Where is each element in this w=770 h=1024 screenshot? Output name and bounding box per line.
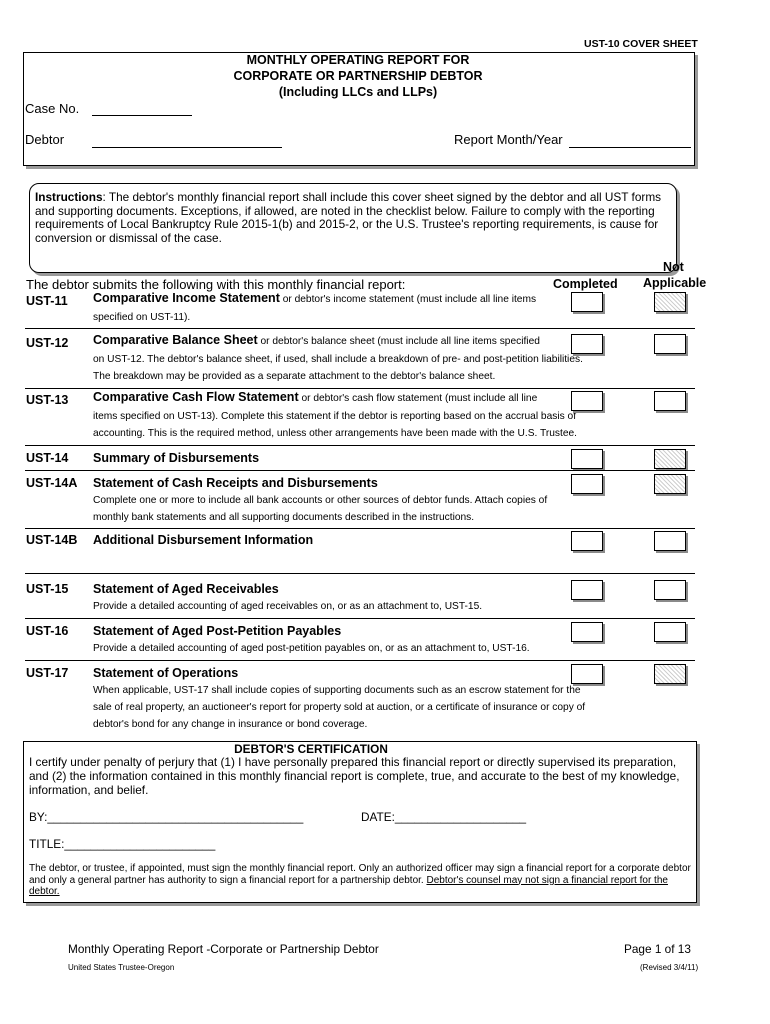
completed-checkbox-ust-11[interactable] [571, 292, 603, 312]
case-no-field[interactable] [92, 115, 192, 116]
not-applicable-checkbox-ust-14b[interactable] [654, 531, 686, 551]
item-description: Provide a detailed accounting of aged receivables on, or as an attachment to, UST-15. [93, 601, 483, 612]
footer-revised-date: (Revised 3/4/11) [640, 963, 699, 972]
signature-by-field[interactable]: BY:_______________________________________ [29, 810, 304, 824]
divider [25, 528, 695, 529]
item-title: Summary of Disbursements [93, 451, 260, 465]
report-title-line1: MONTHLY OPERATING REPORT FOR [246, 53, 470, 67]
not-applicable-header-line2: Applicable [643, 276, 707, 290]
item-title: Statement of Cash Receipts and Disbursements [93, 476, 378, 490]
item-code: UST-11 [26, 294, 68, 308]
not-applicable-checkbox-ust-16[interactable] [654, 622, 686, 642]
signature-title-field[interactable]: TITLE:_______________________ [29, 837, 216, 851]
divider [25, 618, 695, 619]
checklist-intro: The debtor submits the following with this monthly financial report: [26, 277, 406, 292]
footer-document-name: Monthly Operating Report -Corporate or Partnership Debtor [68, 942, 379, 956]
not-applicable-checkbox-ust-12[interactable] [654, 334, 686, 354]
not-applicable-checkbox-ust-13[interactable] [654, 391, 686, 411]
report-month-label: Report Month/Year [454, 132, 563, 147]
item-description: Complete one or more to include all bank accounts or other sources of debtor funds. Attach copies of monthly bank statements and all supporting documents described in the instructions. [93, 495, 548, 523]
report-title-line2: CORPORATE OR PARTNERSHIP DEBTOR [233, 69, 483, 83]
item-code: UST-14B [26, 533, 78, 547]
completed-checkbox-ust-17[interactable] [571, 664, 603, 684]
completed-checkbox-ust-16[interactable] [571, 622, 603, 642]
report-month-field[interactable] [569, 147, 691, 148]
item-description: items specified on UST-13). Complete this statement if the debtor is reporting based on the accrual basis of accounting. This is the required method, unless other arrangements have been made with the U.S. Trustee. [93, 411, 577, 439]
completed-checkbox-ust-15[interactable] [571, 580, 603, 600]
item-code: UST-14A [26, 476, 78, 490]
instructions-text: Instructions: The debtor's monthly financial report shall include this cover sheet signed by the debtor and all UST forms and supporting documents. Exceptions, if allowed, are noted in the checklist below. Failure to comply with the reporting requirements of Local Bankruptcy Rule 2015-1(b) and 2015-2, or the U.S. Trustee's reporting requirements, is cause for conversion or dismissal of the case. [35, 190, 662, 245]
debtor-label: Debtor [25, 132, 65, 147]
completed-checkbox-ust-14[interactable] [571, 449, 603, 469]
divider [25, 470, 695, 471]
item-title: Statement of Aged Receivables [93, 582, 279, 596]
item-title: Comparative Cash Flow Statement or debtor's cash flow statement (must include all line [93, 390, 538, 404]
debtor-field[interactable] [92, 147, 282, 148]
divider [25, 388, 695, 389]
not-applicable-checkbox-ust-15[interactable] [654, 580, 686, 600]
not-applicable-checkbox-ust-17[interactable] [654, 664, 686, 684]
divider [25, 445, 695, 446]
divider [25, 573, 695, 574]
cover-sheet-tag: UST-10 COVER SHEET [584, 38, 698, 50]
item-code: UST-13 [26, 393, 69, 407]
completed-checkbox-ust-13[interactable] [571, 391, 603, 411]
item-title: Statement of Aged Post-Petition Payables [93, 624, 342, 638]
divider [25, 660, 695, 661]
certification-statement: I certify under penalty of perjury that (1) I have personally prepared this financial report or directly supervised its preparation, and (2) the information contained in this monthly financial report is complete, true, and accurate to the best of my knowledge, information, and belief. [29, 755, 680, 798]
completed-checkbox-ust-14b[interactable] [571, 531, 603, 551]
item-title: Additional Disbursement Information [93, 533, 314, 547]
signature-date-field[interactable]: DATE:____________________ [361, 810, 527, 824]
item-code: UST-14 [26, 451, 69, 465]
item-code: UST-17 [26, 666, 69, 680]
case-no-label: Case No. [25, 101, 80, 116]
item-description: on UST-12. The debtor's balance sheet, if used, shall include a breakdown of pre- and post-petition liabilities. The breakdown may be provided as a separate attachment to the debtor's balance sheet. [93, 354, 583, 382]
not-applicable-header-line1: Not [663, 260, 684, 274]
completed-checkbox-ust-14a[interactable] [571, 474, 603, 494]
completed-checkbox-ust-12[interactable] [571, 334, 603, 354]
item-title: Comparative Income Statement or debtor's income statement (must include all line items [93, 291, 537, 305]
completed-column-header: Completed [553, 277, 618, 291]
item-description: Provide a detailed accounting of aged post-petition payables on, or as an attachment to, UST-16. [93, 643, 530, 654]
not-applicable-checkbox-ust-14a[interactable] [654, 474, 686, 494]
item-title: Comparative Balance Sheet or debtor's balance sheet (must include all line items specified [93, 333, 540, 347]
item-code: UST-15 [26, 582, 69, 596]
divider [25, 328, 695, 329]
item-title: Statement of Operations [93, 666, 239, 680]
item-description: When applicable, UST-17 shall include copies of supporting documents such as an escrow statement for the sale of real property, an auctioneer's report for property sold at auction, or a certificate of insurance or copy of debtor's bond for any change in insurance or bond coverage. [93, 685, 586, 730]
signature-note: The debtor, or trustee, if appointed, must sign the monthly financial report. Only an authorized officer may sign a financial report for a corporate debtor and only a general partner has authority to sign a financial report for a partnership debtor. Debtor's counsel may not sign a financial report for the debtor. [29, 863, 691, 897]
item-code: UST-16 [26, 624, 69, 638]
certification-heading: DEBTOR'S CERTIFICATION [234, 742, 388, 756]
footer-organization: United States Trustee-Oregon [68, 963, 175, 972]
not-applicable-checkbox-ust-11[interactable] [654, 292, 686, 312]
item-code: UST-12 [26, 336, 69, 350]
report-title-line3: (Including LLCs and LLPs) [278, 85, 438, 99]
item-description: specified on UST-11). [93, 312, 191, 323]
footer-page-number: Page 1 of 13 [624, 942, 691, 956]
not-applicable-checkbox-ust-14[interactable] [654, 449, 686, 469]
